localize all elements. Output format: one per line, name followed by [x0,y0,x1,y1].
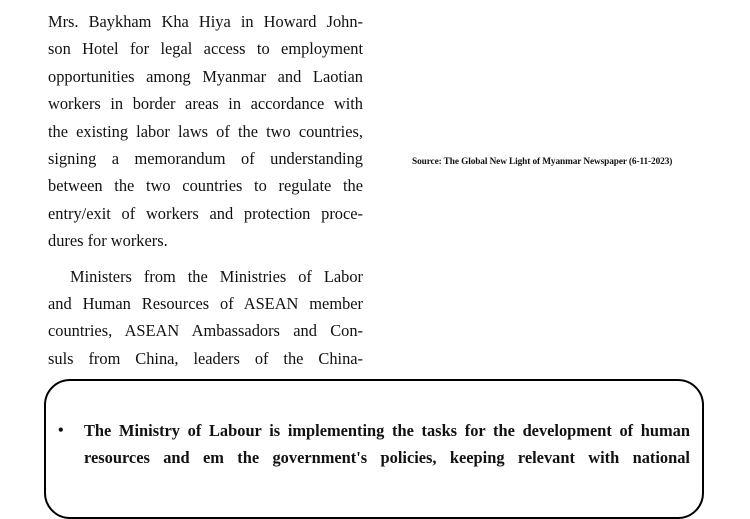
body-paragraph-1 [48,8,363,255]
text-line: signing a memorandum of understanding [48,149,363,169]
bullet-item [58,417,690,472]
bullet-text-line: resources and em the government's policies, keeping relevant with national [84,448,690,468]
text-line: between the two countries to regulate the [48,176,363,196]
text-line: countries, ASEAN Ambassadors and Con- [48,321,363,341]
bullet-text [84,417,690,472]
bullet-marker: • [58,422,64,439]
text-line: Mrs. Baykham Kha Hiya in Howard John- [48,12,363,31]
text-line: suls from China, leaders of the China- [48,348,363,368]
text-line: entry/exit of workers and protection proce- [48,203,363,223]
text-line: dures for workers. [48,231,168,251]
highlight-box [44,379,704,519]
article-body-left-column [48,8,363,372]
text-line: son Hotel for legal access to employment [48,39,363,59]
text-line: Ministers from the Ministries of Labor [70,266,363,286]
text-line: and Human Resources of ASEAN member [48,294,363,314]
text-line: workers in border areas in accordance with [48,94,363,114]
bullet-text-line: The Ministry of Labour is implementing the tasks for the development of human [84,421,690,440]
body-paragraph-2 [48,263,363,373]
highlight-bullet-list [58,417,690,472]
image-source-caption: Source: The Global New Light of Myanmar Newspaper (6-11-2023) [412,157,673,167]
text-line: opportunities among Myanmar and Laotian [48,66,363,86]
text-line: the existing labor laws of the two countries, [48,121,363,141]
